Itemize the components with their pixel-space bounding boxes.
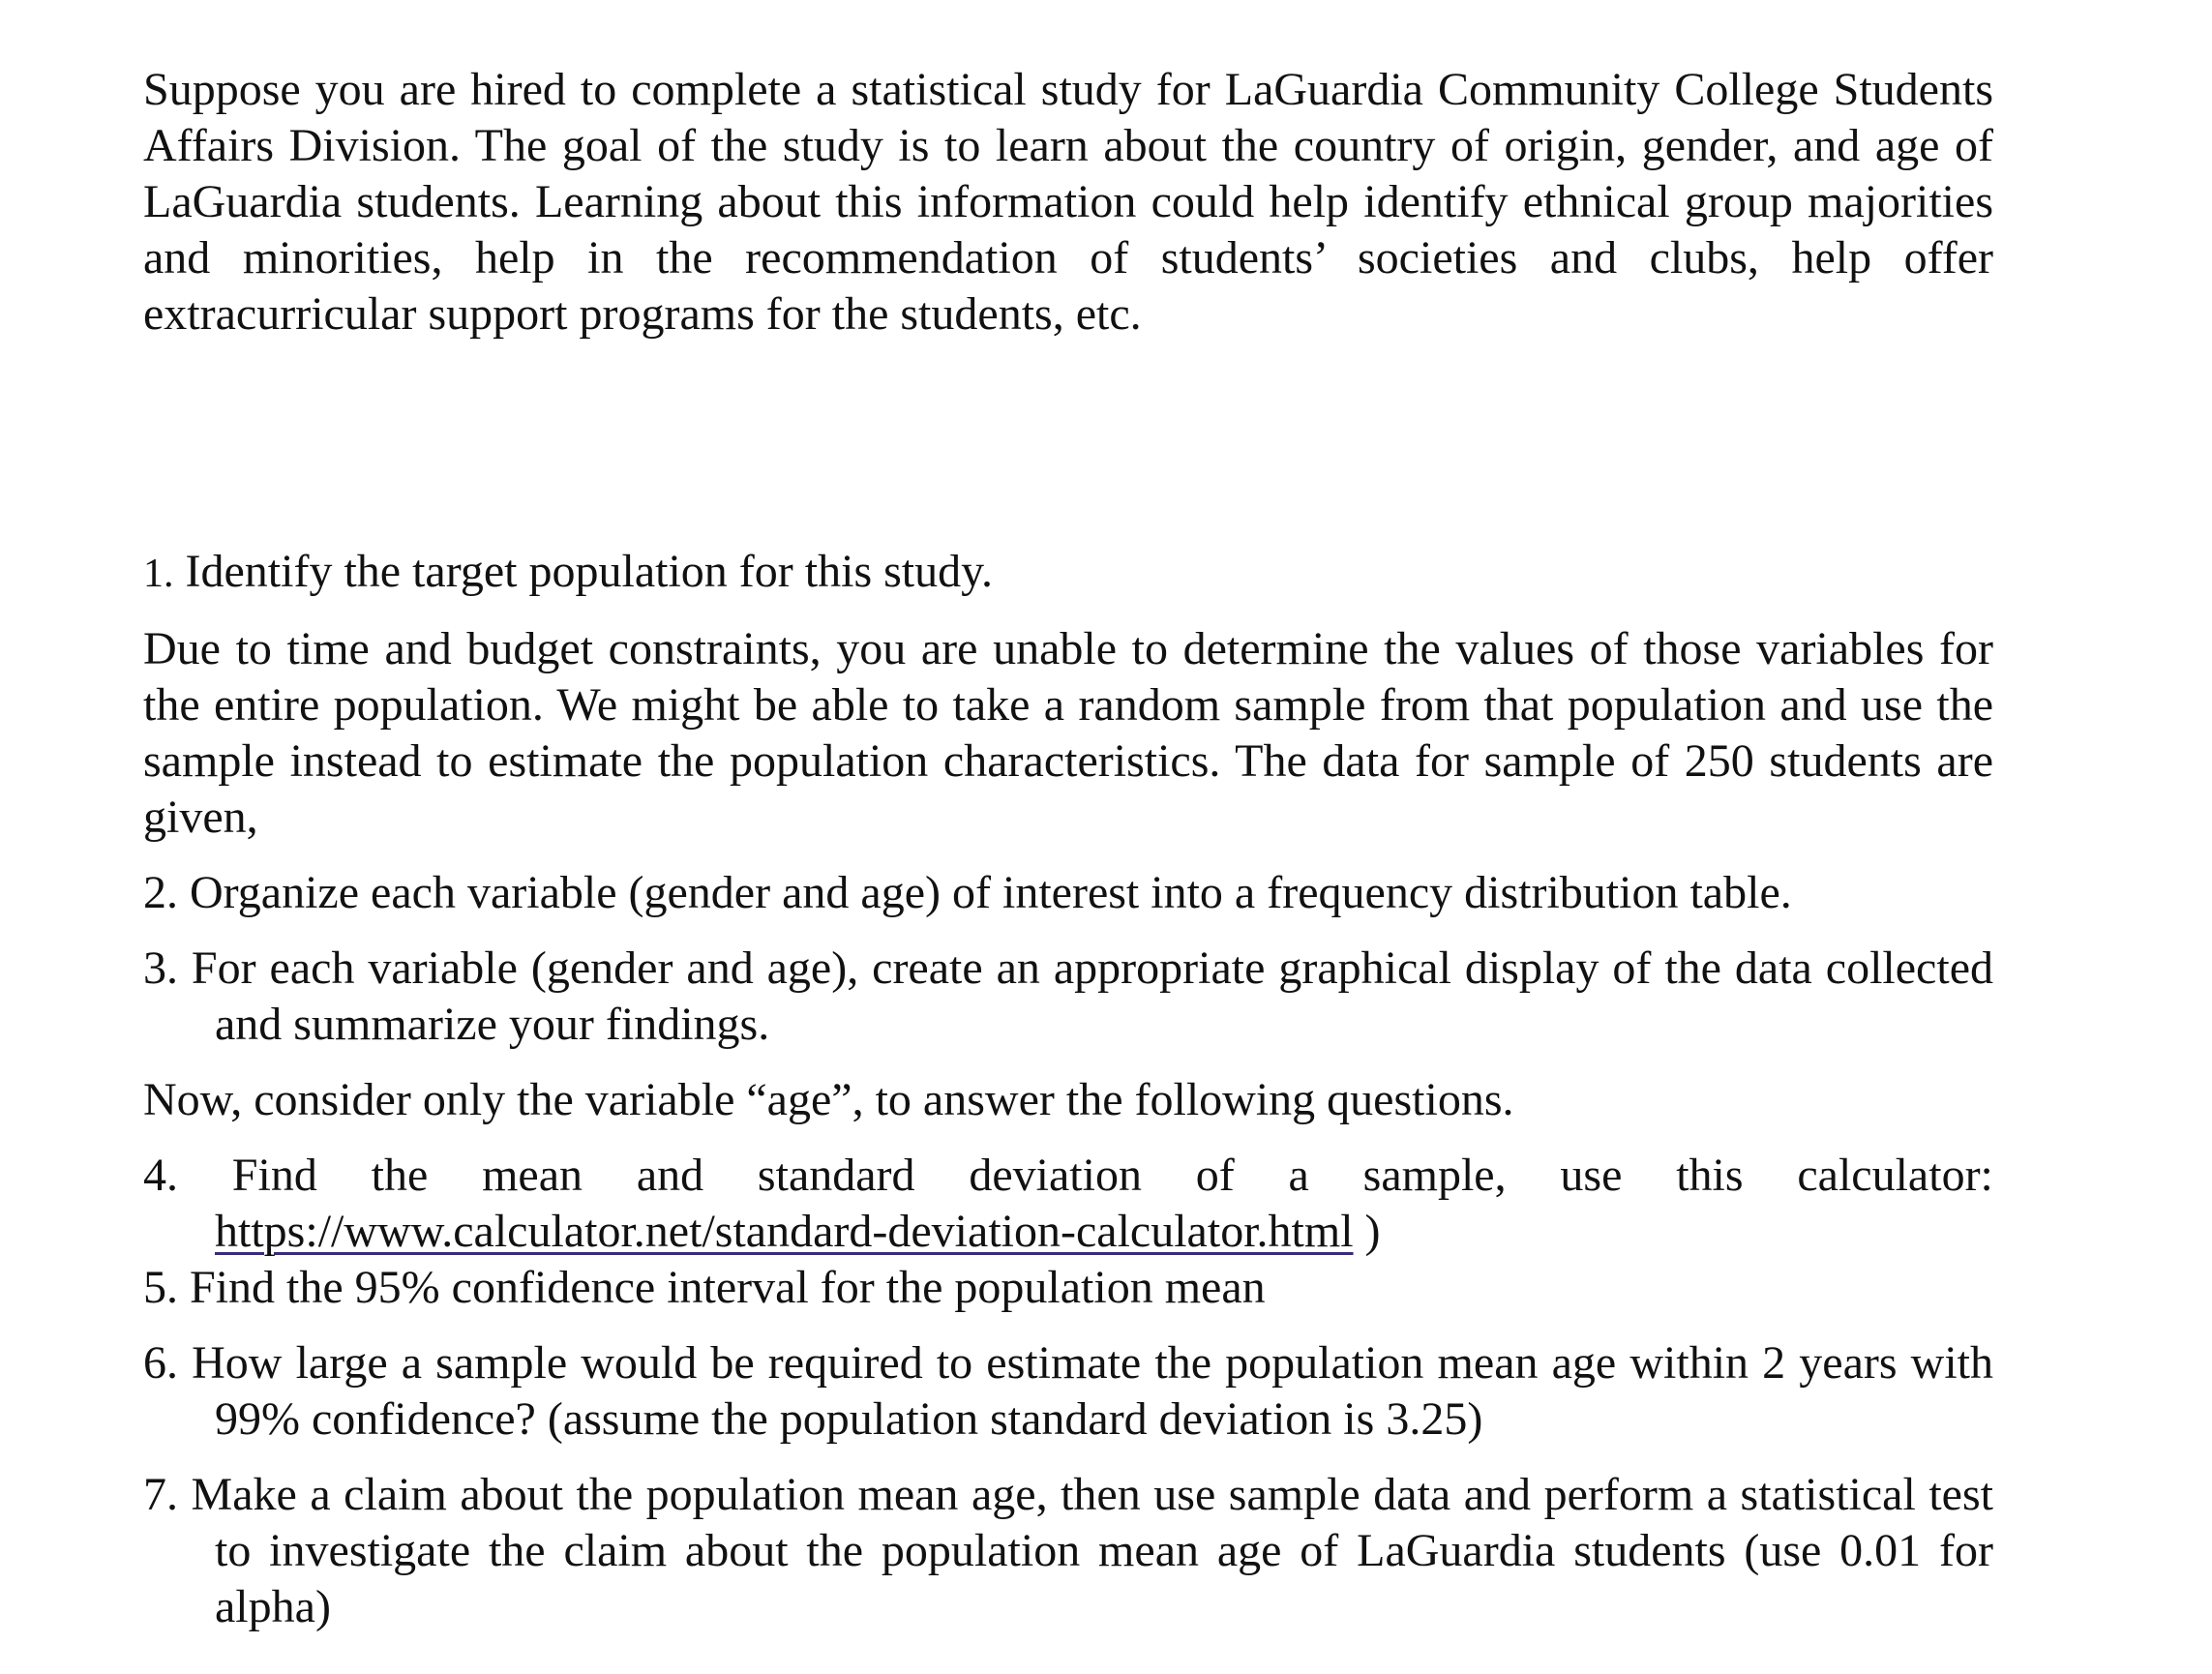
question-5: 5. Find the 95% confidence interval for the population mean (143, 1262, 1266, 1313)
question-4-word: the (371, 1150, 429, 1201)
document-page (143, 62, 1993, 1635)
question-4-word: this (1676, 1150, 1744, 1201)
question-4-word: calculator: (1797, 1150, 1993, 1201)
question-4-word: a (1288, 1150, 1309, 1201)
question-4-word: sample, (1362, 1150, 1507, 1201)
question-4-word: standard (757, 1150, 915, 1201)
calculator-link[interactable]: https://www.calculator.net/standard-deviation-calculator.html (215, 1206, 1354, 1257)
question-6: 6. How large a sample would be required to estimate the population mean age within 2 years with 99% confidence? (assume the population standard deviation is 3.25) (143, 1337, 1993, 1445)
question-4-closing: ) (1353, 1206, 1381, 1257)
question-3: 3. For each variable (gender and age), create an appropriate graphical display of the data collected and summarize your findings. (143, 942, 1993, 1050)
question-1-number: 1. (143, 552, 174, 596)
question-4-word: mean (482, 1150, 583, 1201)
question-4-word: deviation (969, 1150, 1142, 1201)
age-variable-paragraph: Now, consider only the variable “age”, to answer the following questions. (143, 1074, 1514, 1125)
sample-constraints-paragraph: Due to time and budget constraints, you are unable to determine the values of those variables for the entire population. We might be able to take a random sample from that population and use the sample instead to estimate the population characteristics. The data for sample of 250 students are given, (143, 623, 1993, 843)
question-1-text: Identify the target population for this study. (173, 546, 994, 597)
question-4-word: 4. (143, 1150, 178, 1201)
question-4-word: and (636, 1150, 704, 1201)
question-4-word: use (1560, 1150, 1623, 1201)
question-2: 2. Organize each variable (gender and age) of interest into a frequency distribution table. (143, 867, 1792, 918)
intro-paragraph: Suppose you are hired to complete a statistical study for LaGuardia Community College Students Affairs Division. The goal of the study is to learn about the country of origin, gender, and age of LaGuardia students. Learning about this information could help identify ethnical group majorities and minorities, help in the recommendation of students’ societies and clubs, help offer extracurricular support programs for the students, etc. (143, 64, 1993, 340)
question-7: 7. Make a claim about the population mean age, then use sample data and perform a statistical test to investigate the claim about the population mean age of LaGuardia students (use 0.01 for alpha) (143, 1469, 1993, 1632)
question-4 (143, 1148, 1993, 1260)
question-4-link-line (143, 1204, 1993, 1260)
question-1 (143, 544, 1993, 602)
question-4-word: of (1195, 1150, 1235, 1201)
question-4-word: Find (231, 1150, 317, 1201)
question-4-first-line (143, 1148, 1993, 1204)
